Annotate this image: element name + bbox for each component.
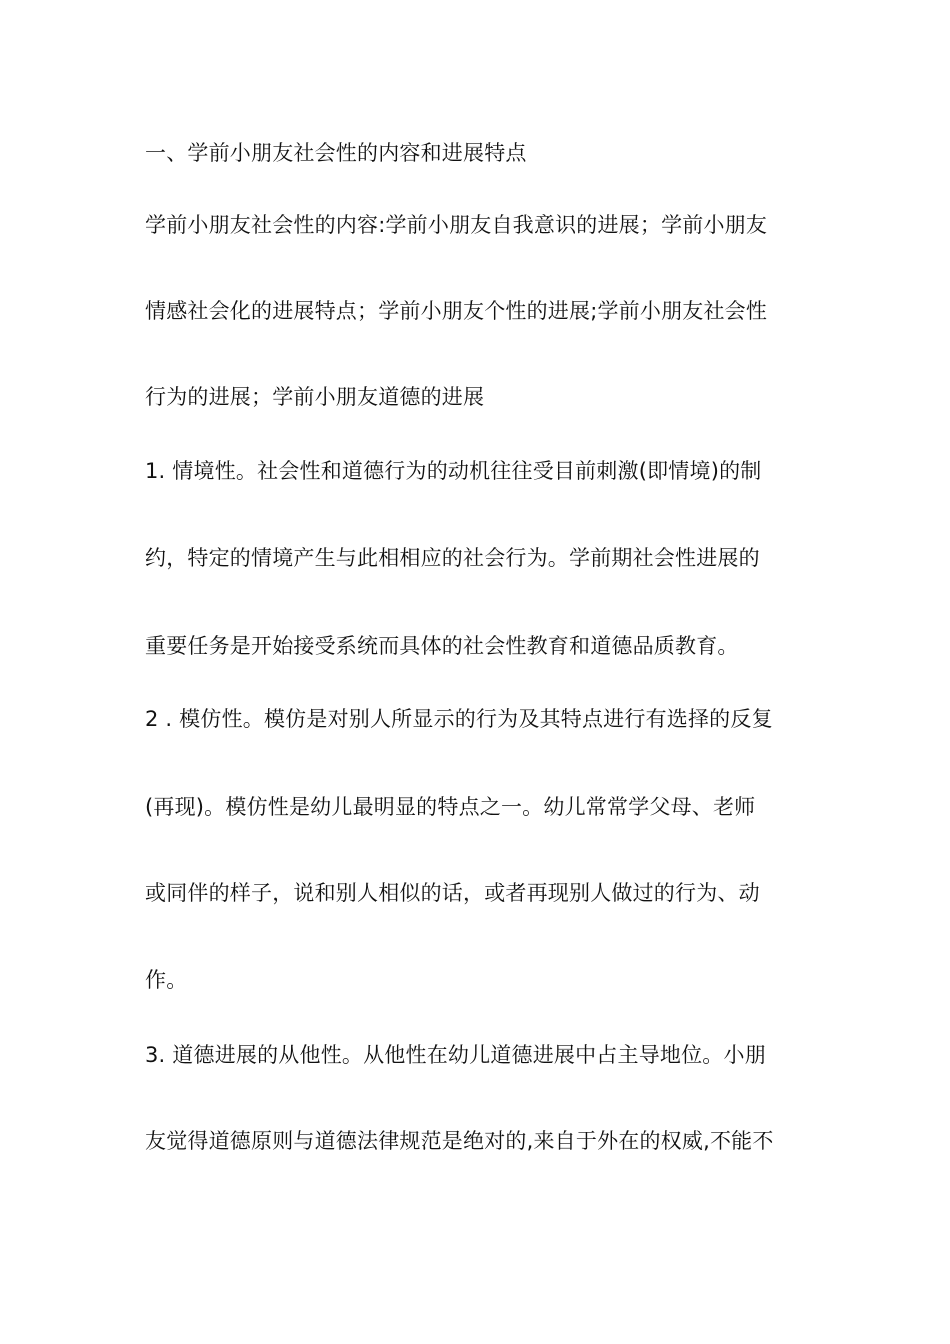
list-item-1-line: 重要任务是开始接受系统而具体的社会性教育和道德品质教育。	[145, 634, 739, 658]
list-item-2-line: 作。	[145, 968, 188, 992]
list-item-2-line: 或同伴的样子，说和别人相似的话，或者再现别人做过的行为、动	[145, 881, 760, 905]
section-heading: 一、学前小朋友社会性的内容和进展特点	[145, 141, 527, 165]
list-item-3-line: 3. 道德进展的从他性。从他性在幼儿道德进展中占主导地位。小朋	[145, 1043, 766, 1067]
list-item-2-line: 2 . 模仿性。模仿是对别人所显示的行为及其特点进行有选择的反复	[145, 707, 773, 731]
list-item-1-line: 约，特定的情境产生与此相相应的社会行为。学前期社会性进展的	[145, 546, 760, 570]
list-item-3-line: 友觉得道德原则与道德法律规范是绝对的,来自于外在的权威,不能不	[145, 1129, 774, 1153]
list-item-1-line: 1. 情境性。社会性和道德行为的动机往往受目前刺激(即情境)的制	[145, 459, 762, 483]
paragraph-line: 行为的进展；学前小朋友道德的进展	[145, 385, 485, 409]
list-item-2-line: (再现)。模仿性是幼儿最明显的特点之一。幼儿常常学父母、老师	[145, 795, 756, 819]
paragraph-line: 学前小朋友社会性的内容:学前小朋友自我意识的进展；学前小朋友	[145, 213, 768, 237]
paragraph-line: 情感社会化的进展特点；学前小朋友个性的进展;学前小朋友社会性	[145, 299, 768, 323]
